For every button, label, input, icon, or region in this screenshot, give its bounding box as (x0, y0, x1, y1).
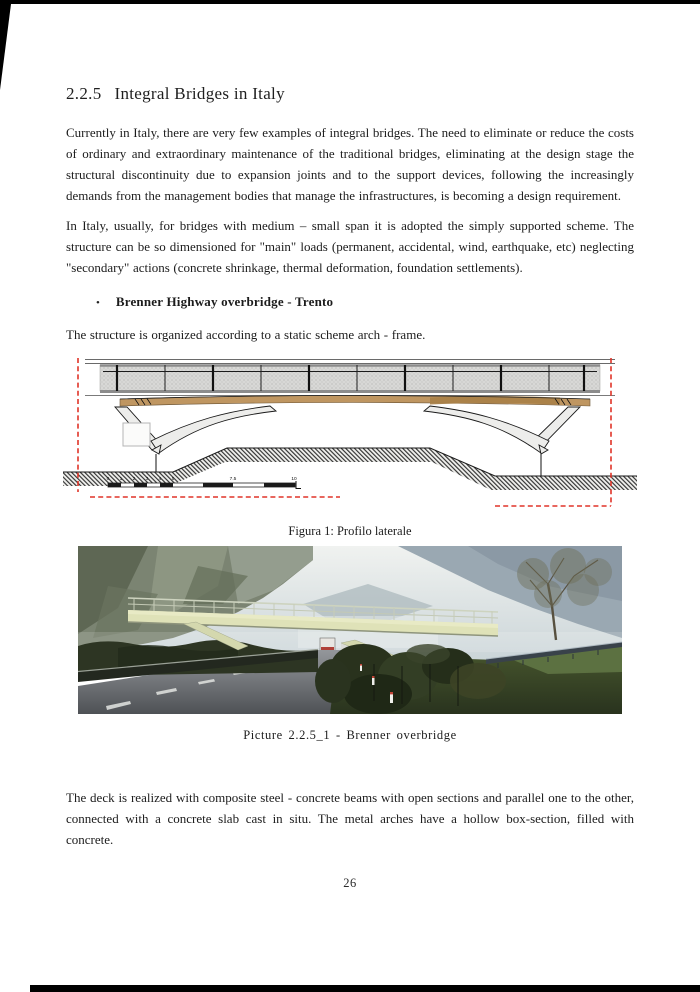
deck-beam (120, 396, 590, 407)
bridge-profile-drawing (63, 355, 637, 515)
bullet-label: Brenner Highway overbridge - Trento (115, 294, 334, 309)
svg-text:10: 10 (291, 477, 297, 482)
bullet-marker: • (96, 297, 100, 309)
paragraph-intro: Currently in Italy, there are very few examples of integral bridges. The need to eliminate or reduce the costs of ordinary and extraordinary maintenance of the traditional bridges, eliminating at the design stage the structural discontinuity due to expansion joints and to the support devices, following the increasingly demands from the management bodies that manage the infrastructures, is becoming a design requirement. (66, 125, 634, 203)
figure1-caption: Figura 1: Profilo laterale (288, 524, 412, 538)
drawing-detail-box (123, 423, 150, 446)
section-title: Integral Bridges in Italy (114, 84, 285, 103)
bullet-item (66, 291, 634, 314)
brenner-overbridge-photo (78, 546, 622, 714)
section-number: 2.2.5 (66, 84, 102, 103)
page-content (0, 4, 700, 891)
picture1-caption: Picture 2.2.5_1 - Brenner overbridge (243, 728, 457, 742)
svg-text:3: 3 (145, 477, 149, 482)
svg-text:5: 5 (171, 477, 175, 482)
section-heading (66, 84, 634, 104)
deck-parapet (100, 365, 600, 392)
paragraph-static-scheme: The structure is organized according to a static scheme arch - frame. (66, 327, 426, 342)
scan-edge-artifact (0, 4, 11, 90)
svg-text:7.5: 7.5 (229, 477, 237, 482)
svg-text:1: 1 (119, 477, 123, 482)
svg-text:2: 2 (132, 477, 136, 482)
svg-text:4: 4 (158, 477, 162, 482)
page-number: 26 (343, 876, 357, 890)
document-page (0, 4, 700, 985)
svg-text:0: 0 (106, 477, 110, 482)
paragraph-italy-scheme: In Italy, usually, for bridges with medium – small span it is adopted the simply supported scheme. The structure can be so dimensioned for "main" loads (permanent, accidental, wind, earthquake, etc) neglecting "secondary" actions (concrete shrinkage, thermal deformation, foundation settlements). (66, 218, 634, 275)
arch-struts (115, 406, 580, 454)
paragraph-deck-description: The deck is realized with composite steel - concrete beams with open sections and parallel one to the other, connected with a concrete slab cast in situ. The metal arches have a hollow box-section, filled with concrete. (66, 790, 634, 847)
scan-bottom-notch (0, 985, 30, 992)
